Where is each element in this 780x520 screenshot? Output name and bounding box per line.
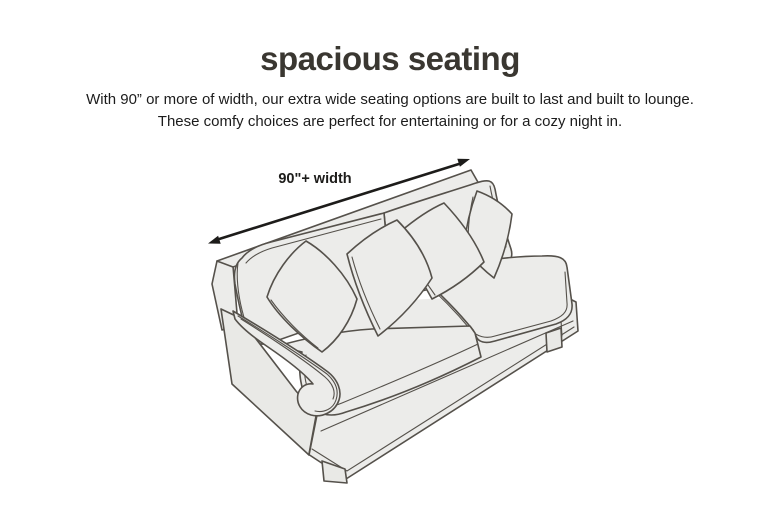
- dimension-arrow-head-right: [457, 159, 470, 167]
- back-right-foot: [546, 328, 562, 352]
- dimension-label: 90"+ width: [278, 171, 352, 187]
- sofa-illustration: [212, 170, 578, 483]
- page-title: spacious seating: [260, 40, 520, 77]
- description-line-1: With 90” or more of width, our extra wide seating options are built to last and built to lounge.: [86, 91, 694, 108]
- dimension-arrow-head-left: [208, 236, 221, 244]
- description-line-2: These comfy choices are perfect for entertaining or for a cozy night in.: [157, 113, 623, 130]
